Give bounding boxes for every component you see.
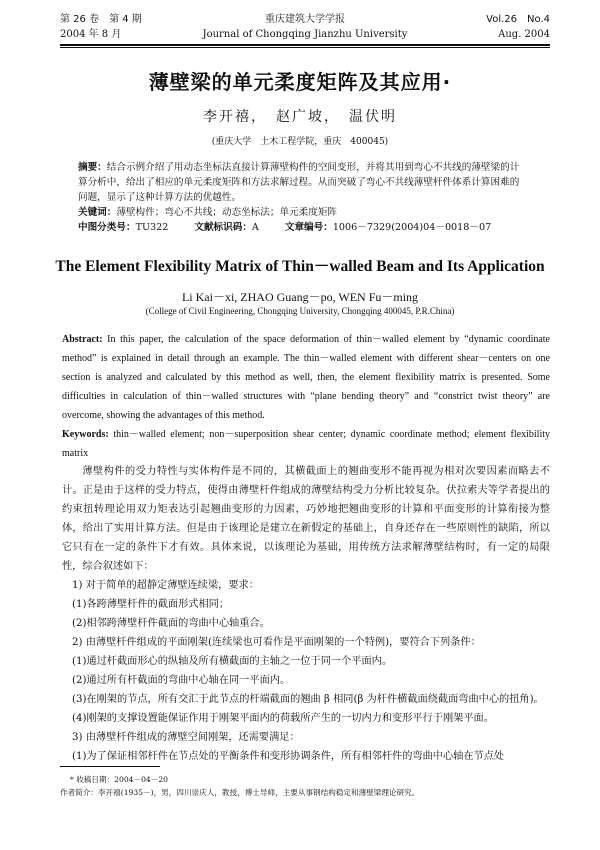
body-item: (2)相邻跨薄壁杆件截面的弯曲中心轴重合。 <box>72 618 270 629</box>
header-rule-thin <box>60 47 550 48</box>
body-item: 2) 由薄壁杆件组成的平面刚架(连续梁也可看作是平面刚架的一个特例)，要符合下列条件： <box>72 637 481 648</box>
keywords-cn <box>78 205 524 220</box>
abstract-english <box>62 330 550 463</box>
abstract-en-body <box>62 330 550 425</box>
keywords-cn-text: 薄壁构件；弯心不共线；动态坐标法；单元柔度矩阵 <box>116 207 338 218</box>
clc-number: 中图分类号：TU322 <box>78 222 169 233</box>
footnote-author: 作者简介：李开禧(1935－)，男，四川崇庆人，教授，博士导师，主要从事钢结构稳定和薄壁梁理论研究。 <box>60 788 420 797</box>
keywords-cn-label: 关键词： <box>78 207 117 218</box>
body-item: (1)各跨薄壁杆件的截面形式相同； <box>72 599 230 610</box>
abstract-en-label: Abstract: <box>62 334 103 345</box>
header-row-1 <box>60 12 550 27</box>
abstract-cn-label: 摘要： <box>78 162 107 173</box>
body-paragraph-1: 薄壁构件的受力特性与实体构件是不同的，其横截面上的翘曲变形不能再视为相对次要因素而略去不计。正是由于这样的受力特点，使得由薄壁杆件组成的薄壁结构受力分析比较复杂。伏拉索夫等学者提出的约束扭转理论用双力矩表达引起翘曲变形的力因素，巧妙地把翘曲变形的计算和平面变形的计算衔接为整体，给出了实用计算方法。但是由于该理论是建立在新假定的基础上，自身还存在一些原则性的缺陷，所以它只有在一定的条件下才有效。具体来说，以该理论为基础，用传统方法求解薄壁结构时，有一定的局限性，综合叙述如下： <box>62 466 550 572</box>
header-date-cn: 2004 年 8 月 <box>60 29 122 40</box>
header-journal-en: Journal of Chongqing Jianzhu University <box>202 29 408 40</box>
authors-chinese: 李开禧， 赵广坡， 温伏明 <box>203 109 397 125</box>
header-date-en: Aug. 2004 <box>498 29 550 40</box>
keywords-en-text: thin－walled element; non－superposition shear center; dynamic coordinate method; element flexibility matrix <box>62 429 550 459</box>
header-journal-cn: 重庆建筑大学学报 <box>265 14 345 25</box>
body-item: (1)为了保证相邻杆件在节点处的平衡条件和变形协调条件，所有相邻杆件的弯曲中心轴在节点处 <box>72 751 505 762</box>
body-text <box>62 462 550 766</box>
body-item: 1) 对于简单的超静定薄壁连续梁，要求： <box>72 580 259 591</box>
footnote-rule <box>60 766 160 767</box>
title-english: The Element Flexibility Matrix of Thin－walled Beam and Its Application <box>55 258 545 275</box>
footnote-received: * 收稿日期：2004－04－20 <box>70 775 169 784</box>
running-header <box>60 12 550 56</box>
abstract-cn-text: 结合示例介绍了用动态坐标法直接计算薄壁构件的空间变形，并将其用到弯心不共线的薄壁梁的计算分析中，给出了相应的单元柔度矩阵和方法求解过程。从而突破了弯心不共线薄壁杆件体系计算困难的问题，显示了这种计算方法的优越性。 <box>78 162 520 203</box>
affiliation-english: (College of Civil Engineering, Chongqing University, Chongqing 400045, P.R.China) <box>145 306 455 316</box>
body-item: 3) 由薄壁杆件组成的薄壁空间刚架，还需要满足： <box>72 732 300 743</box>
keywords-en <box>62 425 550 463</box>
abstract-chinese <box>78 160 524 235</box>
title-chinese: 薄壁梁的单元柔度矩阵及其应用· <box>148 70 452 94</box>
header-volume-en: Vol.26 No.4 <box>486 14 550 25</box>
body-item: (3)在刚架的节点，所有交汇于此节点的杆端截面的翘曲 β 相同(β 为杆件横截面绕截面弯曲中心的扭角)。 <box>72 694 544 705</box>
abstract-en-text: In this paper, the calculation of the space deformation of thin－walled element by “dynamic coordinate method” is explained in detail through an example. The thin－walled element with different shear－centers on one section is analyzed and calculated by this method as well, then, the element flexibility matrix is presented. Some difficulties in calculation of thin－walled structures with “plane bending theory” and “constrict twist theory” are overcome, showing the advantages of this method. <box>62 334 550 421</box>
body-item: (2)通过所有杆截面的弯曲中心轴在同一平面内。 <box>72 675 291 686</box>
body-item: (1)通过杆截面形心的纵轴及所有横截面的主轴之一位于同一个平面内。 <box>72 656 393 667</box>
footnote <box>60 766 550 799</box>
authors-english: Li Kai－xi, ZHAO Guang－po, WEN Fu－ming <box>181 290 419 304</box>
abstract-cn-body <box>78 160 524 205</box>
classification-row <box>78 220 524 235</box>
affiliation-chinese: (重庆大学 土木工程学院，重庆 400045) <box>211 137 389 147</box>
header-volume-cn: 第 26 卷 第 4 期 <box>60 14 142 25</box>
header-row-2 <box>60 27 550 42</box>
header-rule <box>60 44 550 46</box>
body-item: (4)刚架的支撑设置能保证作用于刚架平面内的荷载所产生的一切内力和变形平行于刚架平面。 <box>72 713 494 724</box>
article-number: 文章编号：1006－7329(2004)04－0018－07 <box>284 222 492 233</box>
document-code: 文献标识码：A <box>194 222 259 233</box>
keywords-en-label: Keywords: <box>62 429 109 440</box>
